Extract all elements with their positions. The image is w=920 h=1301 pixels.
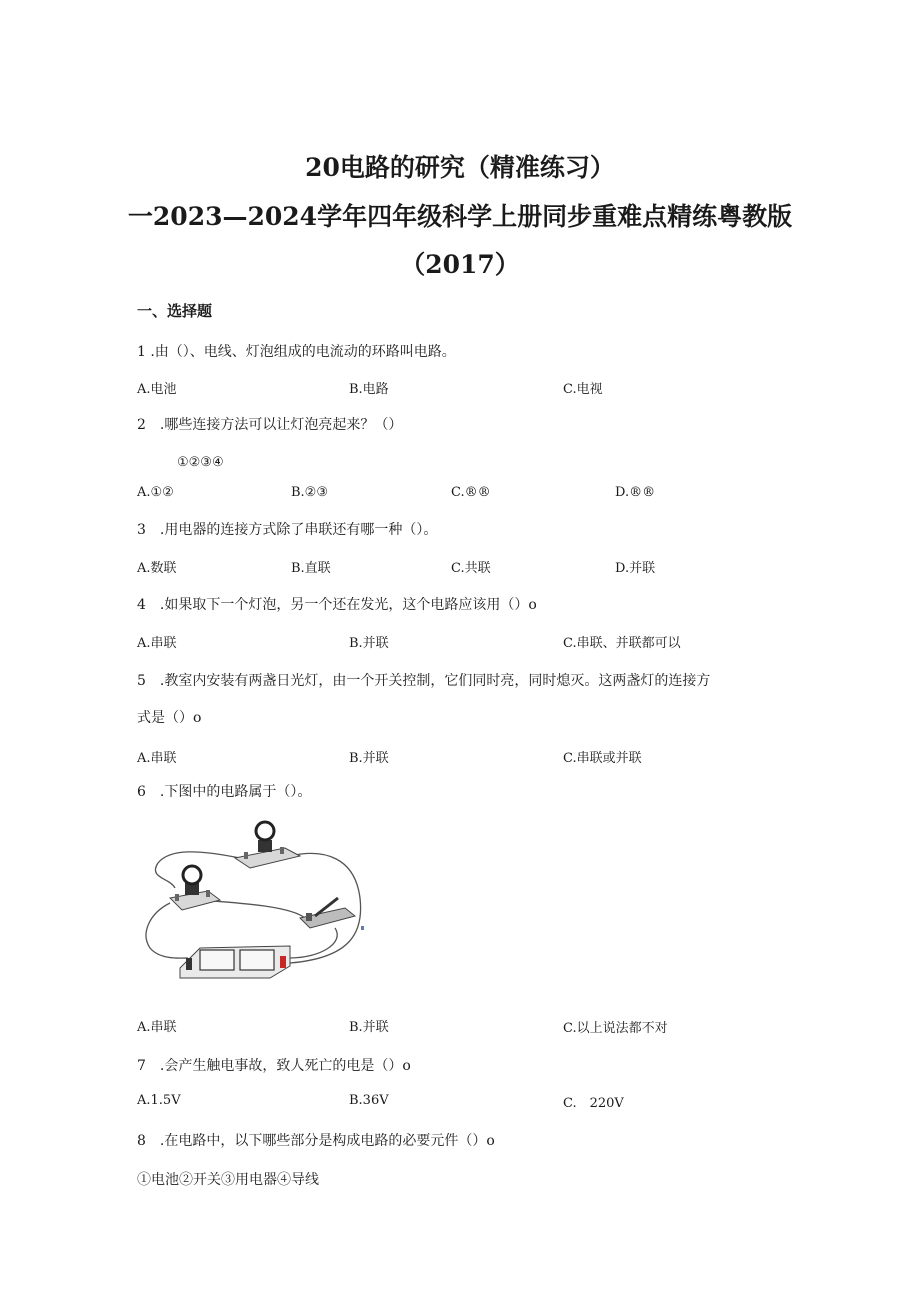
q2-option-c: C.®® xyxy=(451,485,491,500)
q8-sub: ①电池②开关③用电器④导线 xyxy=(137,1172,319,1188)
question-4: 4 .如果取下一个灯泡，另一个还在发光，这个电路应该用（）o xyxy=(137,597,537,613)
question-7: 7 .会产生触电事故，致人死亡的电是（）o xyxy=(137,1058,411,1074)
q1-option-c: C.电视 xyxy=(563,382,603,397)
wire-switch xyxy=(290,928,337,958)
terminal xyxy=(244,852,248,859)
q5-option-b: B.并联 xyxy=(349,751,389,766)
wire-middle xyxy=(200,900,305,918)
q2-option-a: A.①② xyxy=(137,485,174,500)
doc-title-line3: （2017） xyxy=(400,250,520,279)
doc-title-line2: 一2023—2024学年四年级科学上册同步重难点精练粤教版 xyxy=(127,202,793,231)
terminal xyxy=(206,890,210,897)
q6-option-a: A.串联 xyxy=(137,1020,177,1035)
battery-terminal-pos xyxy=(280,956,286,968)
q6-option-b: B.并联 xyxy=(349,1020,389,1035)
q7-option-c: C. 220V xyxy=(563,1096,624,1111)
question-1: 1 .由（）、电线、灯泡组成的电流动的环路叫电路。 xyxy=(137,344,456,360)
q1-option-a: A.电池 xyxy=(137,382,177,397)
q2-option-b: B.②③ xyxy=(291,485,328,500)
question-3: 3 .用电器的连接方式除了串联还有哪一种（）。 xyxy=(137,522,438,538)
question-5-cont: 式是（）o xyxy=(137,710,202,726)
q2-option-d: D.®® xyxy=(615,485,656,500)
circuit-figure xyxy=(140,818,370,988)
q3-option-b: B.直联 xyxy=(291,561,331,576)
q3-option-c: C.共联 xyxy=(451,561,491,576)
q5-option-c: C.串联或并联 xyxy=(563,751,642,766)
battery-cell-2 xyxy=(240,950,274,970)
q3-option-d: D.并联 xyxy=(615,561,656,576)
q6-option-c: C.以上说法都不对 xyxy=(563,1021,668,1036)
q7-option-a: A.1.5V xyxy=(137,1093,181,1108)
doc-title-line1: 20电路的研究（精准练习） xyxy=(305,153,615,182)
question-5: 5 .教室内安装有两盏日光灯，由一个开关控制，它们同时亮，同时熄灭。这两盏灯的连接方 xyxy=(137,673,711,689)
section-heading: 一、选择题 xyxy=(137,302,213,320)
q4-option-a: A.串联 xyxy=(137,636,177,651)
q3-option-a: A.数联 xyxy=(137,561,177,576)
bulb-left-icon xyxy=(183,866,201,884)
q1-option-b: B.电路 xyxy=(349,382,389,397)
question-8: 8 .在电路中，以下哪些部分是构成电路的必要元件（）o xyxy=(137,1133,495,1149)
question-6: 6 .下图中的电路属于（）。 xyxy=(137,784,312,800)
bulb-holder-top xyxy=(258,840,272,852)
q7-option-b: B.36V xyxy=(349,1093,389,1108)
q2-sub: ①②③④ xyxy=(177,455,224,470)
battery-cell-1 xyxy=(200,950,234,970)
marker-dot xyxy=(361,926,364,930)
switch-post xyxy=(306,913,312,921)
bulb-top-icon xyxy=(256,822,274,840)
q5-option-a: A.串联 xyxy=(137,751,177,766)
q4-option-b: B.并联 xyxy=(349,636,389,651)
wire-left xyxy=(146,903,188,958)
q4-option-c: C.串联、并联都可以 xyxy=(563,636,681,651)
question-2: 2 .哪些连接方法可以让灯泡亮起来？（） xyxy=(137,417,403,433)
battery-terminal-neg xyxy=(186,958,192,970)
terminal xyxy=(175,894,179,901)
terminal xyxy=(280,847,284,854)
